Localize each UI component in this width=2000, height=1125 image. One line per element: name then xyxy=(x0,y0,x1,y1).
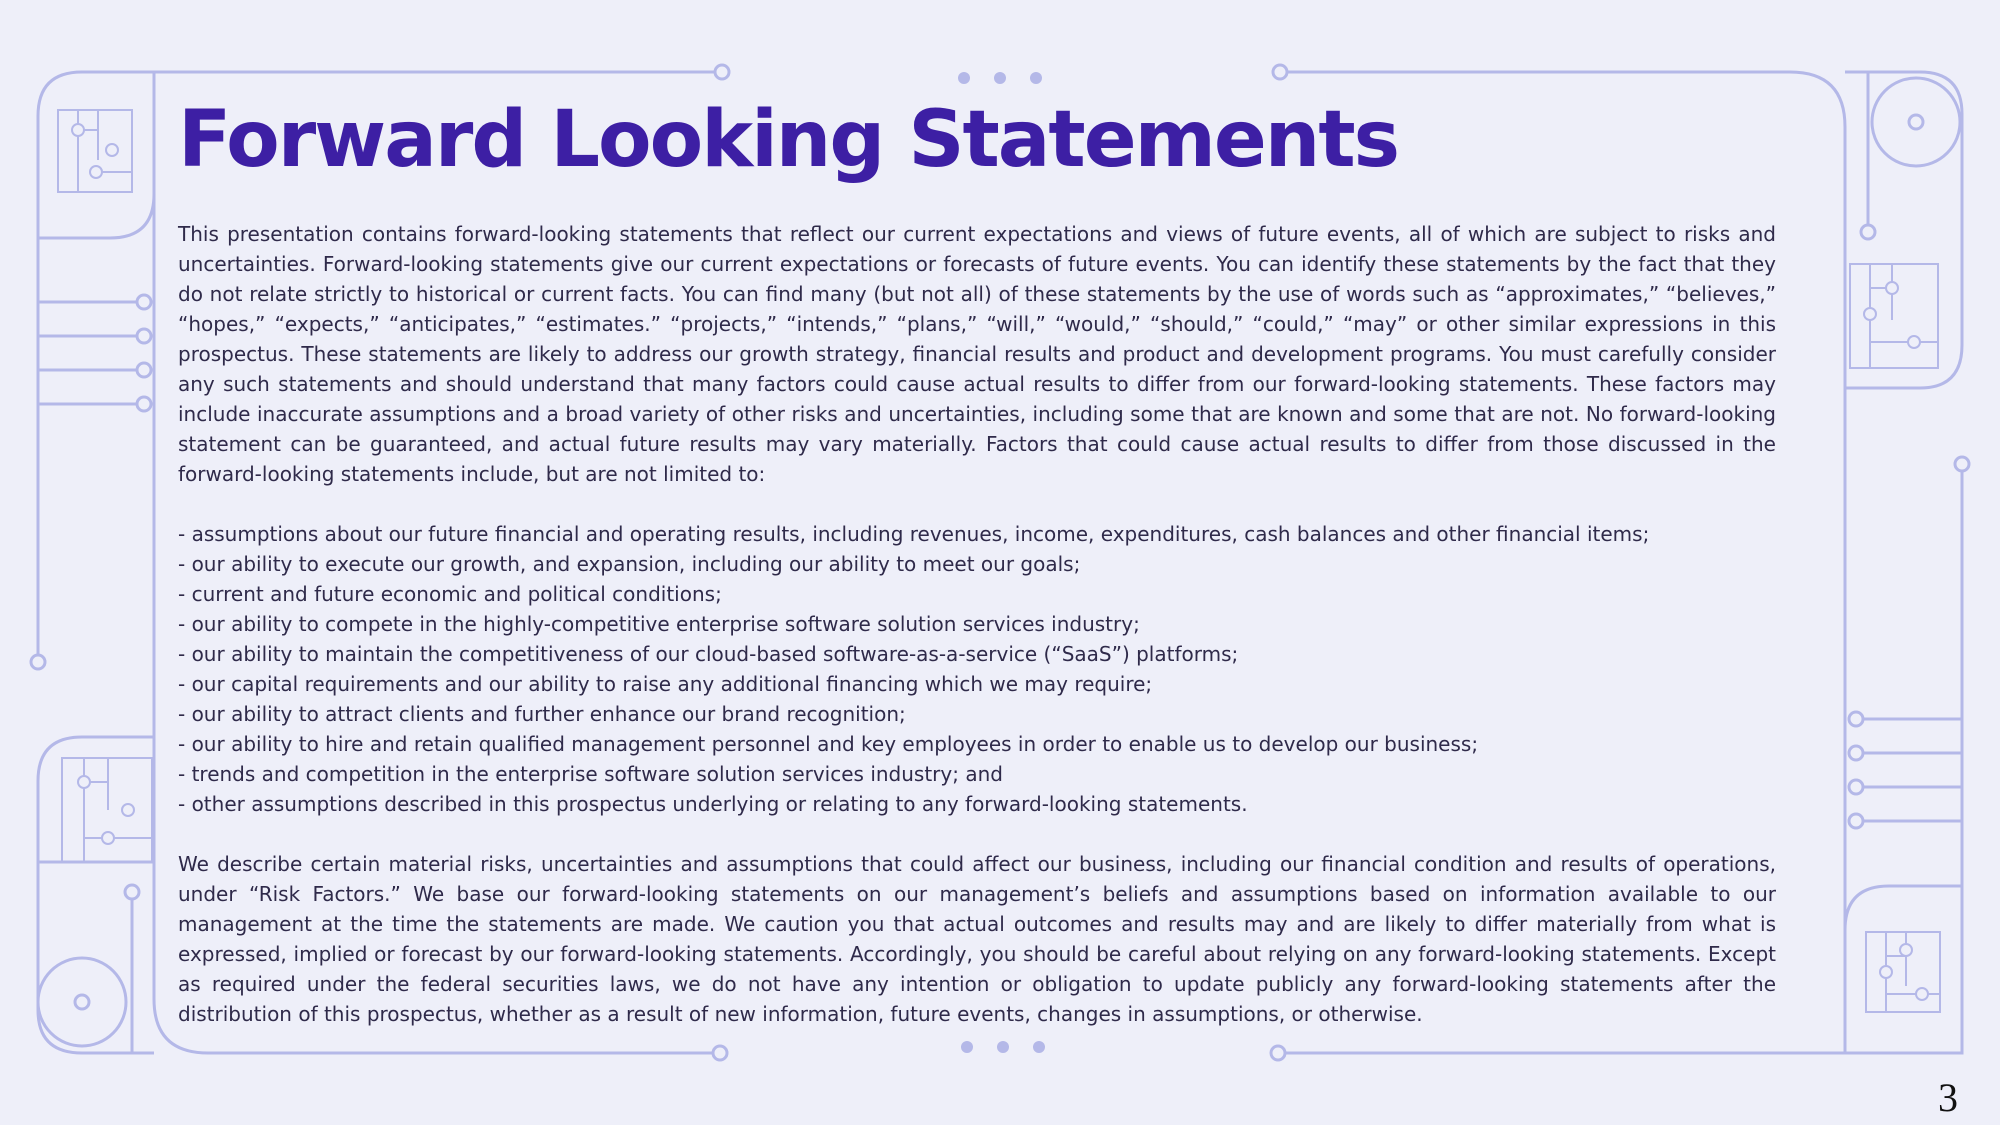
slide-body xyxy=(178,219,1776,1029)
list-item: - assumptions about our future financial and operating results, including revenues, income, expenditures, cash balances and other financial items; xyxy=(178,522,1650,546)
list-item: - our ability to hire and retain qualified management personnel and key employees in order to enable us to develop our business; xyxy=(178,732,1479,756)
list-item: - our ability to execute our growth, and expansion, including our ability to meet our goals; xyxy=(178,552,1081,576)
risk-factor-list xyxy=(178,519,1776,819)
page-number: 3 xyxy=(1938,1075,1958,1120)
list-item: - our ability to maintain the competitiveness of our cloud-based software-as-a-service (“SaaS”) platforms; xyxy=(178,642,1239,666)
intro-paragraph: This presentation contains forward-looking statements that reflect our current expectations and views of future events, all of which are subject to risks and uncertainties. Forward-looking statements give our current expectations or forecasts of future events. You can identify these statements by the fact that they do not relate strictly to historical or current facts. You can find many (but not all) of these statements by the use of words such as “approximates,” “believes,” “hopes,” “expects,” “anticipates,” “estimates.” “projects,” “intends,” “plans,” “will,” “would,” “should,” “could,” “may” or other similar expressions in this prospectus. These statements are likely to address our growth strategy, financial results and product and development programs. You must carefully consider any such statements and should understand that many factors could cause actual results to differ from our forward-looking statements. These factors may include inaccurate assumptions and a broad variety of other risks and uncertainties, including some that are known and some that are not. No forward-looking statement can be guaranteed, and actual future results may vary materially. Factors that could cause actual results to differ from those discussed in the forward-looking statements include, but are not limited to: xyxy=(178,222,1776,486)
list-item: - trends and competition in the enterprise software solution services industry; and xyxy=(178,762,1003,786)
slide-title: Forward Looking Statements xyxy=(178,95,1399,185)
closing-paragraph: We describe certain material risks, uncertainties and assumptions that could affect our business, including our financial condition and results of operations, under “Risk Factors.” We base our forward-looking statements on our management’s beliefs and assumptions based on information available to our management at the time the statements are made. We caution you that actual outcomes and results may and are likely to differ materially from what is expressed, implied or forecast by our forward-looking statements. Accordingly, you should be careful about relying on any forward-looking statements. Except as required under the federal securities laws, we do not have any intention or obligation to update publicly any forward-looking statements after the distribution of this prospectus, whether as a result of new information, future events, changes in assumptions, or otherwise. xyxy=(178,852,1776,1026)
list-item: - current and future economic and political conditions; xyxy=(178,582,722,606)
list-item: - our ability to attract clients and further enhance our brand recognition; xyxy=(178,702,906,726)
list-item: - other assumptions described in this prospectus underlying or relating to any forward-looking statements. xyxy=(178,792,1248,816)
list-item: - our ability to compete in the highly-competitive enterprise software solution services industry; xyxy=(178,612,1140,636)
list-item: - our capital requirements and our ability to raise any additional financing which we may require; xyxy=(178,672,1153,696)
